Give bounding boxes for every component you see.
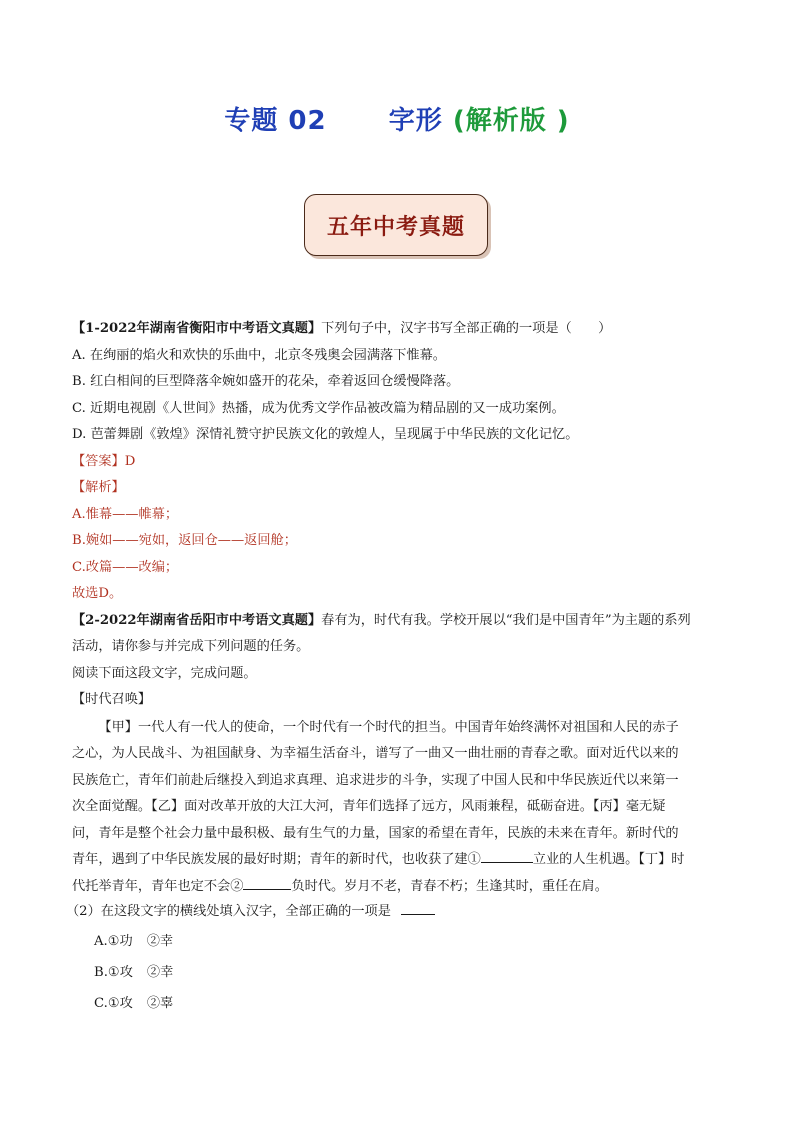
- answer-blank[interactable]: [401, 900, 435, 915]
- page-title: [0, 100, 794, 137]
- question-intro-continued: 活动，请你参与并完成下列问题的任务。: [72, 639, 310, 654]
- passage-line: 问，青年是整个社会力量中最积极、最有生气的力量，国家的希望在青年，民族的未来在青年。新时代的: [72, 825, 679, 841]
- question-1-header: [72, 316, 724, 343]
- analysis-line: 故选D。: [72, 586, 123, 601]
- title-subject: 字形: [388, 106, 443, 136]
- passage-line: 之心，为人民战斗、为祖国献身、为幸福生活奋斗，谱写了一曲又一曲壮丽的青春之歌。面对近代以来的: [72, 746, 679, 761]
- choice-b[interactable]: B.①攻 ②幸: [94, 964, 174, 980]
- question-intro: 春有为，时代有我。学校开展以“我们是中国青年”为主题的系列: [321, 612, 691, 628]
- choice-a[interactable]: A.①功 ②幸: [94, 933, 174, 949]
- passage-line: 次全面觉醒。【乙】面对改革开放的大江大河，青年们选择了远方，风雨兼程，砥砺奋进。【丙】毫无疑: [72, 799, 666, 814]
- document-content: [66, 316, 724, 1019]
- title-version: (解析版 ): [452, 106, 570, 136]
- option-a: A. 在绚丽的焰火和欢快的乐曲中，北京冬残奥会园满落下惟幕。: [72, 347, 446, 363]
- passage-line: 民族危亡，青年们前赴后继投入到追求真理、追求进步的斗争，实现了中国人民和中华民族近代以来第一: [72, 772, 679, 788]
- analysis-line: C.改篇——改编；: [72, 559, 179, 575]
- passage-line: 代托举青年，青年也定不会② 负时代。岁月不老，青春不朽；生逢其时，重任在肩。: [72, 873, 724, 900]
- reading-passage: [72, 714, 724, 900]
- question-stem: 下列句子中，汉字书写全部正确的一项是（ ）: [321, 321, 612, 336]
- passage-line: 青年，遇到了中华民族发展的最好时期；青年的新时代，也收获了建① 立业的人生机遇。【丁】时: [72, 846, 724, 873]
- title-number: 02: [288, 106, 327, 136]
- fill-blank-2[interactable]: [243, 875, 291, 890]
- option-d: D. 芭蕾舞剧《敦煌》深情礼赞守护民族文化的敦煌人，呈现属于中华民族的文化记忆。: [72, 427, 579, 442]
- reading-instruction: 阅读下面这段文字，完成问题。: [72, 665, 257, 681]
- section-badge: 五年中考真题: [304, 194, 488, 256]
- analysis-line: A.惟幕——帷幕；: [72, 506, 179, 522]
- question-source: 【1-2022年湖南省衡阳市中考语文真题】: [72, 321, 322, 336]
- passage-line: 【甲】一代人有一代人的使命，一个时代有一个时代的担当。中国青年始终满怀对祖国和人民的赤子: [98, 719, 679, 735]
- sub-question: （2）在这段文字的横线处填入汉字，全部正确的一项是: [66, 899, 724, 926]
- option-b: B. 红白相间的巨型降落伞婉如盛开的花朵，牵着返回仓缓慢降落。: [72, 374, 460, 389]
- passage-subheading: 【时代召唤】: [72, 692, 152, 707]
- title-topic: 专题: [224, 106, 279, 136]
- question-2-header: [72, 608, 724, 635]
- choice-c[interactable]: C.①攻 ②辜: [94, 995, 174, 1011]
- analysis-label: 【解析】: [72, 480, 125, 495]
- option-c: C. 近期电视剧《人世间》热播，成为优秀文学作品被改篇为精品剧的又一成功案例。: [72, 400, 565, 416]
- answer-line: 【答案】D: [72, 453, 136, 469]
- fill-blank-1[interactable]: [481, 848, 533, 863]
- analysis-line: B.婉如——宛如，返回仓——返回舱；: [72, 533, 297, 548]
- question-source: 【2-2022年湖南省岳阳市中考语文真题】: [72, 612, 322, 628]
